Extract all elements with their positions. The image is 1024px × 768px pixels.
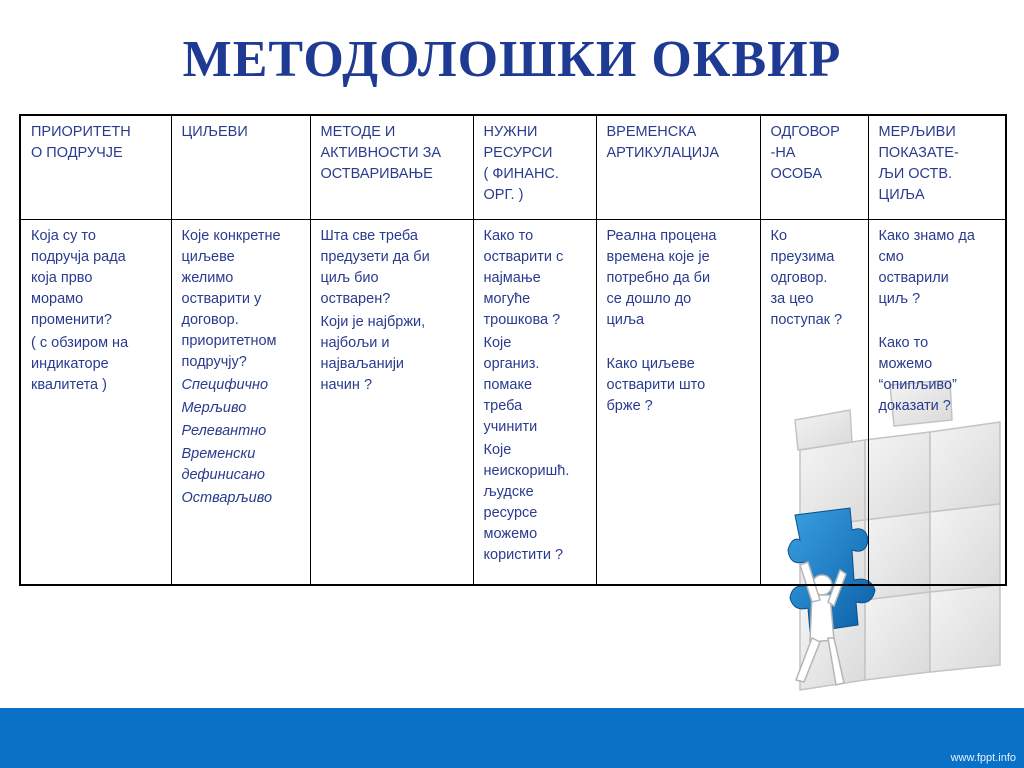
header-indicators xyxy=(868,115,1006,220)
text-line: Који је најбржи, xyxy=(320,314,426,330)
header-row xyxy=(20,115,1006,220)
header-resources xyxy=(473,115,596,220)
text-line: подручју? xyxy=(181,354,247,370)
header-responsible-person xyxy=(760,115,868,220)
text-line: ( с обзиром на xyxy=(31,335,129,351)
text-line: одговор. xyxy=(770,270,828,286)
text-line: доказати ? xyxy=(878,398,951,414)
text-line: учинити xyxy=(483,419,538,435)
paragraph xyxy=(879,333,998,417)
text-line: Како то xyxy=(483,228,534,244)
text-line: могуће xyxy=(483,291,531,307)
text-line: можемо xyxy=(878,356,933,372)
text-line: индикаторе xyxy=(31,356,109,372)
paragraph xyxy=(879,226,998,310)
text-line: морамо xyxy=(31,291,84,307)
header-priority-area xyxy=(20,115,171,220)
paragraph xyxy=(31,333,163,396)
text-line: времена које је xyxy=(606,249,710,265)
text-line: Које xyxy=(483,442,512,458)
text-line: договор. xyxy=(181,312,239,328)
text-line: најваљанији xyxy=(320,356,405,372)
text-line: квалитета ) xyxy=(31,377,107,393)
text-line: Ко xyxy=(770,228,788,244)
criterion-time-bound-cont: дефинисано xyxy=(181,467,265,483)
header-line: ОРГ. ) xyxy=(483,187,524,203)
text-line: Које xyxy=(483,335,512,351)
paragraph xyxy=(484,440,588,566)
text-line: потребно да би xyxy=(606,270,711,286)
criterion-specific: Специфично xyxy=(181,377,269,393)
cell-indicators xyxy=(868,220,1006,586)
text-line: неискоришћ. xyxy=(483,463,570,479)
header-line: -НА xyxy=(770,145,796,161)
text-line: циља xyxy=(606,312,645,328)
header-line: РЕСУРСИ xyxy=(483,145,553,161)
text-line: брже ? xyxy=(606,398,653,414)
text-line: приоритетном xyxy=(181,333,277,349)
text-line: смо xyxy=(878,249,904,265)
text-line: Како знамо да xyxy=(878,228,975,244)
header-line: НУЖНИ xyxy=(483,124,538,140)
footer-site-text: www.fppt.info xyxy=(950,752,1016,764)
header-time-articulation xyxy=(596,115,760,220)
text-line: остварити што xyxy=(606,377,706,393)
text-line: променити? xyxy=(31,312,112,328)
paragraph xyxy=(321,312,465,396)
header-line: ОСТВАРИВАЊЕ xyxy=(320,166,433,182)
header-line: ПРИОРИТЕТН xyxy=(31,124,131,140)
header-line: ЦИЉА xyxy=(878,187,925,203)
text-line: Које конкретне xyxy=(181,228,281,244)
cell-goals xyxy=(171,220,310,586)
criterion-relevant: Релевантно xyxy=(181,423,267,439)
text-line: помаке xyxy=(483,377,533,393)
criterion-measurable: Мерљиво xyxy=(181,400,247,416)
text-line: циљ ? xyxy=(878,291,921,307)
spacer xyxy=(879,312,998,333)
paragraph xyxy=(607,226,752,331)
text-line: најмање xyxy=(483,270,541,286)
header-line: ( ФИНАНС. xyxy=(483,166,559,182)
criterion-achievable: Остварљиво xyxy=(181,490,273,506)
text-line: треба xyxy=(483,398,523,414)
text-line: остварили xyxy=(878,270,949,286)
paragraph xyxy=(31,226,163,331)
text-line: организ. xyxy=(483,356,540,372)
header-line: МЕРЉИВИ xyxy=(878,124,956,140)
text-line: Како циљеве xyxy=(606,356,695,372)
cell-resources xyxy=(473,220,596,586)
text-line: начин ? xyxy=(320,377,373,393)
paragraph xyxy=(607,354,752,417)
text-line: Реална процена xyxy=(606,228,717,244)
text-line: остварен? xyxy=(320,291,391,307)
text-line: поступак ? xyxy=(770,312,843,328)
text-line: предузети да би xyxy=(320,249,430,265)
text-line: се дошло до xyxy=(606,291,692,307)
text-line: циљ био xyxy=(320,270,379,286)
text-line: користити ? xyxy=(483,547,564,563)
paragraph xyxy=(484,226,588,331)
text-line: најбољи и xyxy=(320,335,390,351)
text-line: Шта све треба xyxy=(320,228,418,244)
smart-criteria-list xyxy=(182,375,302,509)
methodology-table xyxy=(19,114,1007,586)
text-line: људске xyxy=(483,484,534,500)
header-line: АРТИКУЛАЦИЈА xyxy=(606,145,720,161)
text-line: “опипљиво” xyxy=(878,377,957,393)
text-line: која прво xyxy=(31,270,93,286)
header-line: ЦИЉЕВИ xyxy=(181,124,248,140)
text-line: остварити с xyxy=(483,249,564,265)
content-row xyxy=(20,220,1006,586)
text-line: Како то xyxy=(878,335,929,351)
text-line: подручја рада xyxy=(31,249,126,265)
header-line: АКТИВНОСТИ ЗА xyxy=(320,145,442,161)
footer-bar xyxy=(0,708,1024,768)
text-line: преузима xyxy=(770,249,835,265)
text-line: циљеве xyxy=(181,249,235,265)
text-line: за цео xyxy=(770,291,814,307)
paragraph xyxy=(182,226,302,373)
cell-methods xyxy=(310,220,473,586)
header-line: ПОКАЗАТЕ- xyxy=(878,145,959,161)
text-line: остварити у xyxy=(181,291,262,307)
header-line: О ПОДРУЧЈЕ xyxy=(31,145,123,161)
header-line: ЉИ ОСТВ. xyxy=(878,166,953,182)
header-line: ВРЕМЕНСКА xyxy=(606,124,697,140)
paragraph xyxy=(321,226,465,310)
text-line: ресурсе xyxy=(483,505,538,521)
text-line: можемо xyxy=(483,526,538,542)
header-line: ОДГОВОР xyxy=(770,124,840,140)
criterion-time-bound: Временски xyxy=(181,446,256,462)
cell-responsible-person xyxy=(760,220,868,586)
cell-priority-area xyxy=(20,220,171,586)
slide-title: МЕТОДОЛОШКИ ОКВИР xyxy=(182,31,842,88)
header-methods xyxy=(310,115,473,220)
paragraph xyxy=(484,333,588,438)
cell-time-articulation xyxy=(596,220,760,586)
header-line: ОСОБА xyxy=(770,166,823,182)
header-goals xyxy=(171,115,310,220)
text-line: желимо xyxy=(181,270,234,286)
text-line: трошкова ? xyxy=(483,312,561,328)
paragraph xyxy=(771,226,860,331)
header-line: МЕТОДЕ И xyxy=(320,124,396,140)
text-line: Која су то xyxy=(31,228,96,244)
spacer xyxy=(607,333,752,354)
